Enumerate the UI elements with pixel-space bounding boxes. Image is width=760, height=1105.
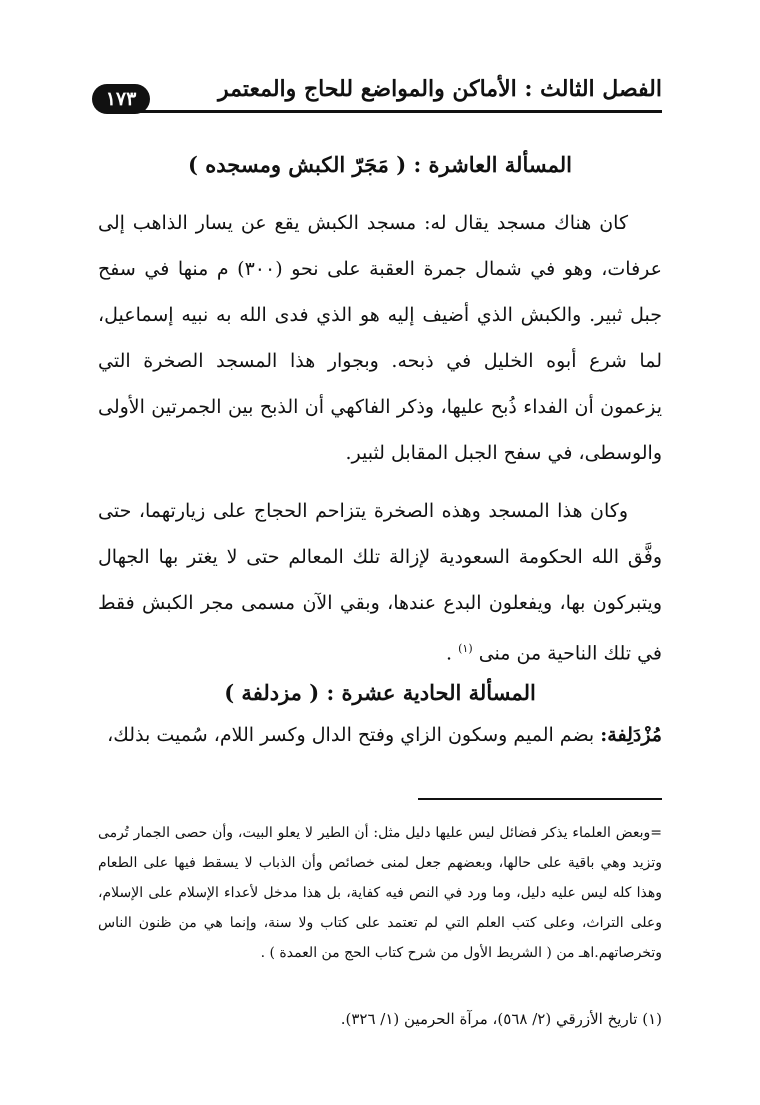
footnote-marker: (١) — [458, 642, 473, 655]
paragraph-1: كان هناك مسجد يقال له: مسجد الكبش يقع عن يسار الذاهب إلى عرفات، وهو في شمال جمرة العقبة على نحو (٣٠٠) م منها في سفح جبل ثبير. والكبش الذي أضيف إليه هو الذي فدى الله به نبيه إسماعيل، لما شرع أبوه الخليل في ذبحه. وبجوار هذا المسجد الصخرة التي يزعمون أن الفداء ذُبح عليها، وذكر الفاكهي أن الذبح بين الجمرتين الأولى والوسطى، في سفح الجبل المقابل لثبير. — [98, 212, 662, 464]
section-title-11: المسألة الحادية عشرة : ( مزدلفة ) — [224, 680, 536, 705]
defined-term: مُزْدَلِفة: — [600, 724, 662, 746]
paragraph-2-end: . — [446, 642, 459, 665]
footnote-separator — [418, 798, 662, 800]
page-number-badge: ١٧٣ — [92, 84, 150, 114]
footnote-1: (١) تاريخ الأزرقي (٢/ ٥٦٨)، مرآة الحرمين (١/ ٣٢٦). — [340, 1010, 662, 1028]
footnote-continuation: =وبعض العلماء يذكر فضائل ليس عليها دليل مثل: أن الطير لا يعلو البيت، وأن حصى الجمار تُرمى وتزيد وهي باقية على حالها، وبعضهم جعل لمنى خصائص وأن الذباب لا يسقط فيها على الطعام وهذا كله ليس عليه دليل، وما ورد في النص فيه كفاية، بل هذا مدخل لأعداء الإسلام على الإسلام، وعلى التراث، وعلى كتب العلم التي لم تعتمد على كتاب ولا سنة، وإنما هي من ظنون الناس وتخرصاتهم.اهـ من ( الشريط الأول من شرح كتاب الحج من العمدة ) . — [98, 825, 662, 961]
header-rule — [132, 110, 662, 113]
section-title-10: المسألة العاشرة : ( مَجَرّ الكبش ومسجده ) — [188, 152, 572, 177]
chapter-title: الفصل الثالث : الأماكن والمواضع للحاج والمعتمر — [218, 76, 662, 102]
paragraph-2-text: وكان هذا المسجد وهذه الصخرة يتزاحم الحجاج على زيارتهما، حتى وفَّق الله الحكومة السعودية لإزالة تلك المعالم حتى لا يغتر بها الجهال ويتبركون بها، ويفعلون البدع عندها، وبقي الآن مسمى مجر الكبش فقط في تلك الناحية من منى — [98, 500, 662, 665]
paragraph-3 — [98, 712, 662, 758]
running-header — [92, 70, 662, 126]
paragraph-2 — [98, 488, 662, 676]
definition-text: بضم الميم وسكون الزاي وفتح الدال وكسر اللام، سُميت بذلك، — [107, 724, 601, 746]
